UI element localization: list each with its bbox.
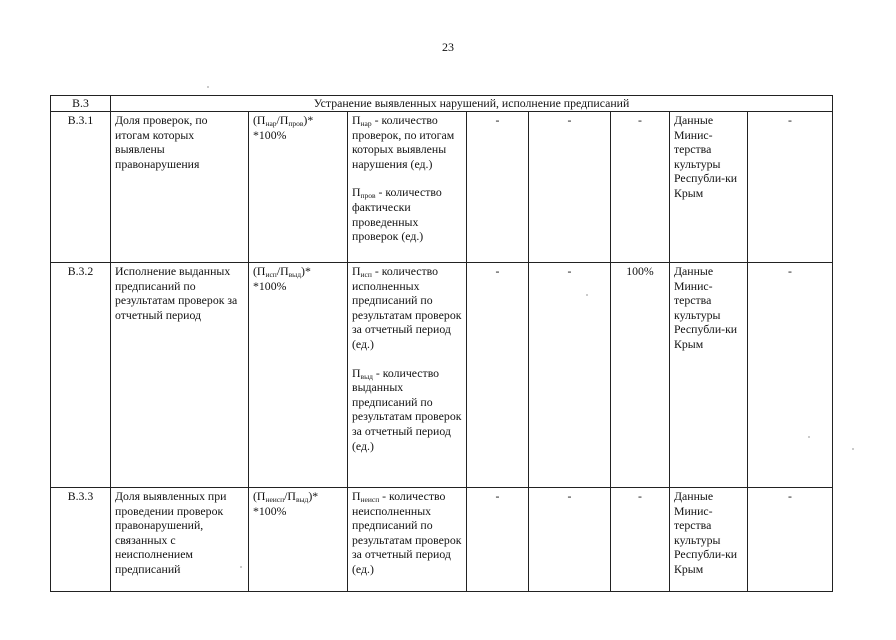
data-source: Данные Минис-терства культуры Республи-ки Крым [670, 112, 748, 263]
formula-mid: /П [276, 264, 289, 278]
formula-mid: /П [276, 113, 289, 127]
formula-sub: пров [288, 119, 304, 128]
value-3: - [611, 488, 670, 592]
definition-text: - количество выданных предписаний по результатам проверок за отчетный период (ед.) [352, 365, 462, 453]
definition [352, 489, 462, 577]
scan-speck [207, 86, 209, 88]
value-2: - [529, 488, 611, 592]
section-title: Устранение выявленных нарушений, исполнение предписаний [111, 96, 833, 112]
data-source: Данные Минис-терства культуры Республи-ки Крым [670, 488, 748, 592]
formula-cell [249, 112, 348, 263]
formula-close: )* [301, 264, 311, 278]
formula-sub: исп [265, 270, 277, 279]
note: - [748, 488, 833, 592]
formula-multiplier: *100% [253, 127, 287, 142]
formula-close: )* [303, 113, 314, 127]
definition-sub: неисп [360, 495, 380, 504]
definition-symbol: П [352, 365, 361, 380]
formula-sub: нар [265, 119, 277, 128]
definition-text: - количество фактически проведенных проверок (ед.) [352, 185, 442, 244]
formula-cell [249, 488, 348, 592]
note: - [748, 112, 833, 263]
value-1: - [467, 488, 529, 592]
formula-open: (П [253, 264, 266, 278]
definitions-cell [348, 112, 467, 263]
scan-speck [586, 294, 588, 296]
definition-sub: выд [360, 371, 373, 381]
definition-sub: исп [360, 270, 372, 279]
section-code: В.3 [51, 96, 111, 112]
value-1: - [467, 263, 529, 488]
formula-open: (П [253, 113, 266, 127]
table-row [51, 112, 833, 263]
definition-text: - количество неисполненных предписаний по результатам проверок за отчетный период (ед.) [352, 489, 462, 576]
indicator-name: Доля проверок, по итогам которых выявлены правонарушения [111, 112, 249, 263]
definition-symbol: П [352, 185, 361, 200]
definition-sub: нар [360, 119, 372, 128]
value-2: - [529, 263, 611, 488]
definition [352, 264, 462, 352]
formula-sub: выд [288, 270, 302, 279]
table-row [51, 488, 833, 592]
data-source: Данные Минис-терства культуры Республи-ки Крым [670, 263, 748, 488]
formula-close: )* [308, 489, 319, 503]
row-code: В.3.1 [51, 112, 111, 263]
indicator-name: Доля выявленных при проведении проверок правонарушений, связанных с неисполнением предписаний [111, 488, 249, 592]
definition-symbol: П [352, 264, 361, 278]
scan-speck [240, 566, 242, 568]
definition-text: - количество проверок, по итогам которых выявлены нарушения (ед.) [352, 113, 455, 171]
formula-sub: неисп [265, 495, 285, 504]
value-3: - [611, 112, 670, 263]
indicator-table [50, 95, 833, 592]
definitions-cell [348, 263, 467, 488]
formula-multiplier: *100% [253, 278, 287, 293]
formula-open: (П [253, 489, 266, 503]
value-1: - [467, 112, 529, 263]
indicator-name: Исполнение выданных предписаний по результатам проверок за отчетный период [111, 263, 249, 488]
table-row [51, 263, 833, 488]
definition-symbol: П [352, 113, 361, 127]
definition [352, 366, 462, 454]
definition-symbol: П [352, 489, 361, 503]
definition [352, 113, 462, 171]
value-3: 100% [611, 263, 670, 488]
row-code: В.3.3 [51, 488, 111, 592]
scan-speck [852, 448, 854, 450]
value-2: - [529, 112, 611, 263]
definition [352, 185, 462, 243]
note: - [748, 263, 833, 488]
section-header-row [51, 96, 833, 112]
page-number: 23 [442, 40, 454, 54]
scan-speck [808, 436, 810, 438]
definitions-cell [348, 488, 467, 592]
definition-text: - количество исполненных предписаний по результатам проверок за отчетный период (ед.) [352, 264, 462, 351]
formula-sub: выд [295, 495, 309, 504]
formula-mid: /П [284, 489, 296, 503]
formula-cell [249, 263, 348, 488]
formula-multiplier: *100% [253, 503, 287, 518]
row-code: В.3.2 [51, 263, 111, 488]
definition-sub: пров [360, 191, 376, 201]
